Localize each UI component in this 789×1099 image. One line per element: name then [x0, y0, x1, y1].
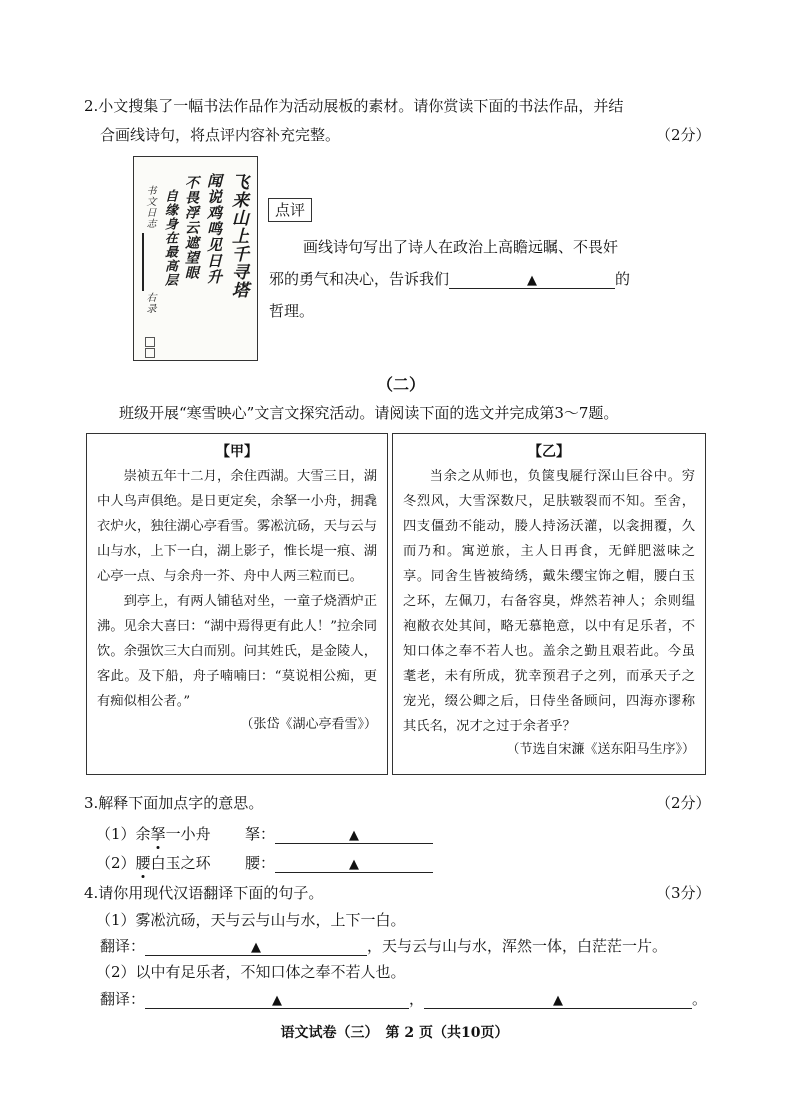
passage-yi-source: （节选自宋濂《送东阳马生序》） [506, 742, 695, 757]
q2-score: （2分） [656, 126, 711, 144]
comment-line2 [269, 264, 630, 294]
passage-yi-heading: 【乙】 [528, 444, 570, 460]
q3-stem: 3.解释下面加点字的意思。 [84, 794, 264, 812]
q3-item1-blank[interactable] [275, 825, 433, 844]
calligraphy-column-1: 飞来山上千寻塔 [228, 173, 248, 299]
q4-score: （3分） [656, 884, 711, 902]
q4-translation2-end: 。 [692, 990, 708, 1008]
passage-jia [86, 433, 388, 775]
q2-stem-line1: 2.小文搜集了一幅书法作品作为活动展板的素材。请你赏读下面的书法作品，并结 [84, 97, 624, 115]
q3-item2-pre: （2） [96, 854, 136, 872]
q3-item2-answer [245, 852, 433, 874]
q4-translation2-blank-1[interactable] [145, 990, 409, 1009]
q4-translation1-tail: ，天与云与山与水，浑然一体，白茫茫一片。 [367, 937, 668, 955]
comment-line1: 画线诗句写出了诗人在政治上高瞻远瞩、不畏奸 [303, 238, 619, 256]
q3-item2-dotted-char: 腰 [135, 854, 151, 872]
q4-translation1-blank[interactable] [145, 937, 367, 956]
section-title: （二） [377, 375, 426, 394]
passage-yi-para1: 当余之从师也，负箧曳屣行深山巨谷中。穷冬烈风，大雪深数尺，足肤皲裂而不知。至舍，四支僵劲不能动，媵人持汤沃灌，以衾拥覆，久而乃和。寓逆旅，主人日再食，无鲜肥滋味之享。同舍生皆被绮绣，戴朱缨宝饰之帽，腰白玉之环，左佩刀，右备容臭，烨然若神人；余则缊袍敝衣处其间，略无慕艳意，以中有足乐者，不知口体之奉不若人也。盖余之勤且艰若此。今虽耄老，未有所成，犹幸预君子之列，而承天子之宠光，缀公卿之后，日侍坐备顾问，四海亦谬称其氏名，况才之过于余者乎？ [403, 469, 695, 734]
q3-item1 [96, 823, 211, 845]
calligraphy-column-4: 自缘身在最高层 [162, 189, 177, 287]
q3-score: （2分） [656, 794, 711, 812]
triangle-icon: ▲ [349, 857, 360, 872]
q4-translation1-label: 翻译： [100, 937, 146, 955]
q4-translation2-label: 翻译： [100, 990, 146, 1008]
seal-stamp [145, 348, 155, 358]
calligraphy-column-3: 不畏浮云遮望眼 [183, 175, 199, 280]
calligraphy-column-5: 书文日志 [144, 185, 155, 229]
q4-translation1 [100, 935, 667, 957]
q3-item2-label: 腰： [245, 854, 276, 872]
comment-line2-end: 的 [615, 270, 631, 288]
calligraphy-artwork [133, 156, 258, 361]
calligraphy-column-6: 右录 [144, 292, 155, 314]
q3-item2-blank[interactable] [275, 854, 433, 873]
triangle-icon: ▲ [527, 273, 538, 288]
triangle-icon: ▲ [251, 940, 262, 955]
passage-jia-heading: 【甲】 [216, 444, 258, 460]
triangle-icon: ▲ [553, 993, 564, 1008]
q3-item2-post: 白玉之环 [150, 854, 211, 872]
q3-item1-answer [245, 823, 433, 845]
q3-item1-label: 拏： [245, 825, 276, 843]
seal-stamp [145, 337, 155, 347]
section-intro: 班级开展“寒雪映心”文言文探究活动。请阅读下面的选文并完成第3～7题。 [119, 404, 619, 422]
calligraphy-column-2: 闻说鸡鸣见日升 [205, 173, 223, 285]
passage-jia-para1: 崇祯五年十二月，余住西湖。大雪三日，湖中人鸟声俱绝。是日更定矣，余拏一小舟，拥毳衣炉火，独往湖心亭看雪。雾凇沆砀，天与云与山与水，上下一白，湖上影子，惟长堤一痕、湖心亭一点、与余舟一芥、舟中人两三粒而已。 [97, 469, 377, 584]
comment-answer-blank[interactable] [449, 270, 615, 289]
q4-stem: 4.请你用现代汉语翻译下面的句子。 [84, 884, 324, 902]
q4-sentence1: （1）雾凇沆砀，天与云与山与水，上下一白。 [96, 911, 406, 929]
q2-stem-line2: 合画线诗句，将点评内容补充完整。 [100, 126, 341, 144]
passage-yi [392, 433, 706, 775]
underline-mark [142, 233, 144, 291]
q4-translation2-blank-2[interactable] [424, 990, 692, 1009]
q3-item1-post: 一小舟 [165, 825, 211, 843]
page-footer: 语文试卷（三） 第 2 页（共10页） [280, 1025, 509, 1041]
q4-translation2 [100, 988, 707, 1010]
q4-sentence2: （2）以中有足乐者，不知口体之奉不若人也。 [96, 963, 406, 981]
q3-item1-pre: （1）余 [96, 825, 151, 843]
triangle-icon: ▲ [349, 828, 360, 843]
q4-translation2-comma: ， [409, 990, 425, 1008]
comment-line2-text: 邪的勇气和决心，告诉我们 [269, 270, 450, 288]
passage-jia-source: （张岱《湖心亭看雪》） [240, 717, 377, 732]
q3-item1-dotted-char: 拏 [150, 825, 166, 843]
triangle-icon: ▲ [272, 993, 283, 1008]
passage-jia-para2: 到亭上，有两人铺毡对坐，一童子烧酒炉正沸。见余大喜曰：“湖中焉得更有此人！”拉余同饮。余强饮三大白而别。问其姓氏，是金陵人，客此。及下船，舟子喃喃曰：“莫说相公痴，更有痴似相公者。” [97, 594, 377, 709]
comment-line3: 哲理。 [269, 302, 315, 320]
q3-item2 [96, 852, 211, 874]
comment-tag: 点评 [268, 198, 312, 222]
